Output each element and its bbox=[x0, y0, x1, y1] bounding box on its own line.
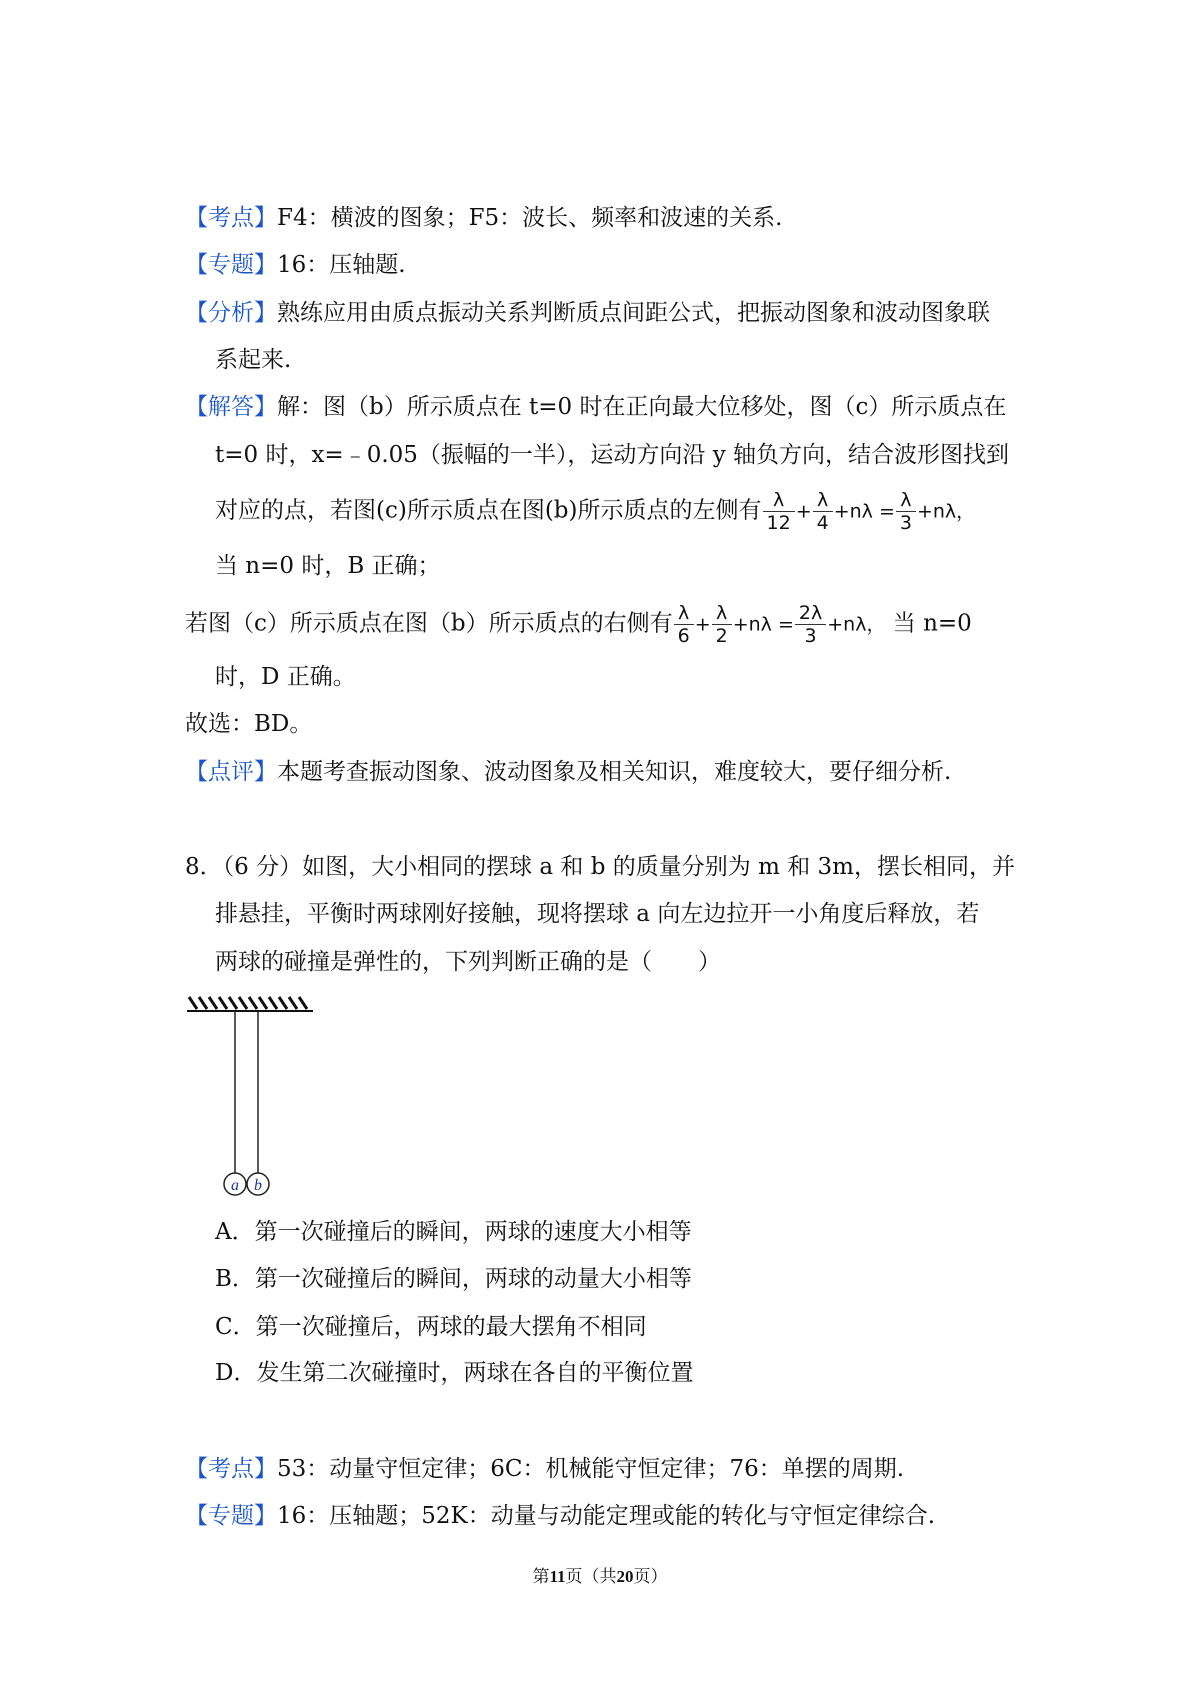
footer-text: 页） bbox=[633, 1567, 668, 1587]
page-number: 11 bbox=[549, 1567, 566, 1586]
jieda-text: 解：图（b）所示质点在 t=0 时在正向最大位移处，图（c）所示质点在 bbox=[277, 394, 1007, 420]
option-c: C．第一次碰撞后，两球的最大摆角不相同 bbox=[215, 1314, 647, 1340]
q7-jieda-line6: 时，D 正确。 bbox=[215, 664, 356, 690]
page-footer bbox=[0, 1562, 1200, 1587]
plus: + bbox=[694, 613, 711, 636]
numerator: λ bbox=[712, 602, 732, 625]
denominator: 12 bbox=[766, 512, 791, 534]
denominator: 3 bbox=[804, 625, 817, 647]
q7-answer: 故选：BD。 bbox=[185, 711, 313, 737]
tag-zhuanti: 【专题】 bbox=[185, 1503, 277, 1529]
formula-end: +nλ， bbox=[916, 500, 976, 523]
q7-fenxi bbox=[185, 298, 990, 328]
ceiling-hatch bbox=[189, 997, 307, 1009]
fraction bbox=[896, 489, 916, 534]
text: 当 n=0 bbox=[892, 610, 972, 637]
denominator: 4 bbox=[816, 512, 829, 534]
q7-jieda-line5 bbox=[185, 602, 972, 647]
total-pages: 20 bbox=[616, 1567, 634, 1586]
zhuanti-text: 16：压轴题. bbox=[277, 252, 406, 278]
pendulum-figure bbox=[185, 995, 320, 1205]
q7-fenxi-cont: 系起来. bbox=[215, 347, 292, 373]
tag-zhuanti: 【专题】 bbox=[185, 252, 277, 278]
kaodian-text: 53：动量守恒定律；6C：机械能守恒定律；76：单摆的周期. bbox=[277, 1456, 905, 1482]
formula-end: +nλ， bbox=[827, 613, 886, 636]
numerator: λ bbox=[763, 489, 795, 512]
tag-kaodian: 【考点】 bbox=[185, 205, 277, 231]
q7-jieda bbox=[185, 392, 1006, 422]
fraction bbox=[674, 602, 694, 647]
ball-b-label: b bbox=[254, 1177, 262, 1194]
q8-stem-3: 两球的碰撞是弹性的，下列判断正确的是（ ） bbox=[215, 949, 721, 975]
option-a: A．第一次碰撞后的瞬间，两球的速度大小相等 bbox=[215, 1219, 692, 1245]
text: 若图（c）所示质点在图（b）所示质点的右侧有 bbox=[185, 610, 673, 637]
q8-stem-1: 8．（6 分）如图，大小相同的摆球 a 和 b 的质量分别为 m 和 3m，摆长相同，并 bbox=[185, 854, 1015, 880]
fraction bbox=[795, 602, 826, 647]
fraction bbox=[712, 602, 732, 647]
denominator: 6 bbox=[677, 625, 690, 647]
fraction bbox=[763, 489, 795, 534]
numerator: λ bbox=[813, 489, 833, 512]
tag-fenxi: 【分析】 bbox=[185, 300, 277, 326]
numerator: 2λ bbox=[795, 602, 826, 625]
option-b: B．第一次碰撞后的瞬间，两球的动量大小相等 bbox=[215, 1266, 692, 1292]
fenxi-text: 熟练应用由质点振动关系判断质点间距公式，把振动图象和波动图象联 bbox=[277, 300, 990, 326]
footer-text: 页（共 bbox=[565, 1567, 617, 1587]
numerator: λ bbox=[896, 489, 916, 512]
fraction bbox=[813, 489, 833, 534]
formula-mid: +nλ = bbox=[833, 500, 895, 523]
q7-jieda-line2: t=0 时，x=﹣0.05（振幅的一半），运动方向沿 y 轴负方向，结合波形图找到 bbox=[215, 442, 1010, 468]
kaodian-text: F4：横波的图象；F5：波长、频率和波速的关系. bbox=[277, 205, 783, 231]
q8-zhuanti bbox=[185, 1501, 935, 1531]
footer-text: 第 bbox=[532, 1567, 550, 1587]
dianping-text: 本题考查振动图象、波动图象及相关知识，难度较大，要仔细分析. bbox=[277, 759, 952, 785]
tag-kaodian: 【考点】 bbox=[185, 1456, 277, 1482]
text: 对应的点，若图(c)所示质点在图(b)所示质点的左侧有 bbox=[215, 497, 762, 524]
q7-jieda-line3 bbox=[215, 489, 975, 534]
q8-stem-2: 排悬挂，平衡时两球刚好接触，现将摆球 a 向左边拉开一小角度后释放，若 bbox=[215, 901, 980, 927]
denominator: 2 bbox=[715, 625, 728, 647]
denominator: 3 bbox=[899, 512, 912, 534]
q7-kaodian bbox=[185, 203, 783, 233]
zhuanti-text: 16：压轴题；52K：动量与动能定理或能的转化与守恒定律综合. bbox=[277, 1503, 936, 1529]
tag-dianping: 【点评】 bbox=[185, 759, 277, 785]
q7-jieda-line4: 当 n=0 时，B 正确； bbox=[215, 553, 441, 579]
formula-mid: +nλ = bbox=[732, 613, 794, 636]
numerator: λ bbox=[674, 602, 694, 625]
plus: + bbox=[795, 500, 812, 523]
q7-zhuanti bbox=[185, 250, 406, 280]
tag-jieda: 【解答】 bbox=[185, 394, 277, 420]
q8-kaodian bbox=[185, 1454, 904, 1484]
ball-a-label: a bbox=[231, 1177, 239, 1194]
option-d: D．发生第二次碰撞时，两球在各自的平衡位置 bbox=[215, 1360, 694, 1386]
q7-dianping bbox=[185, 757, 951, 787]
